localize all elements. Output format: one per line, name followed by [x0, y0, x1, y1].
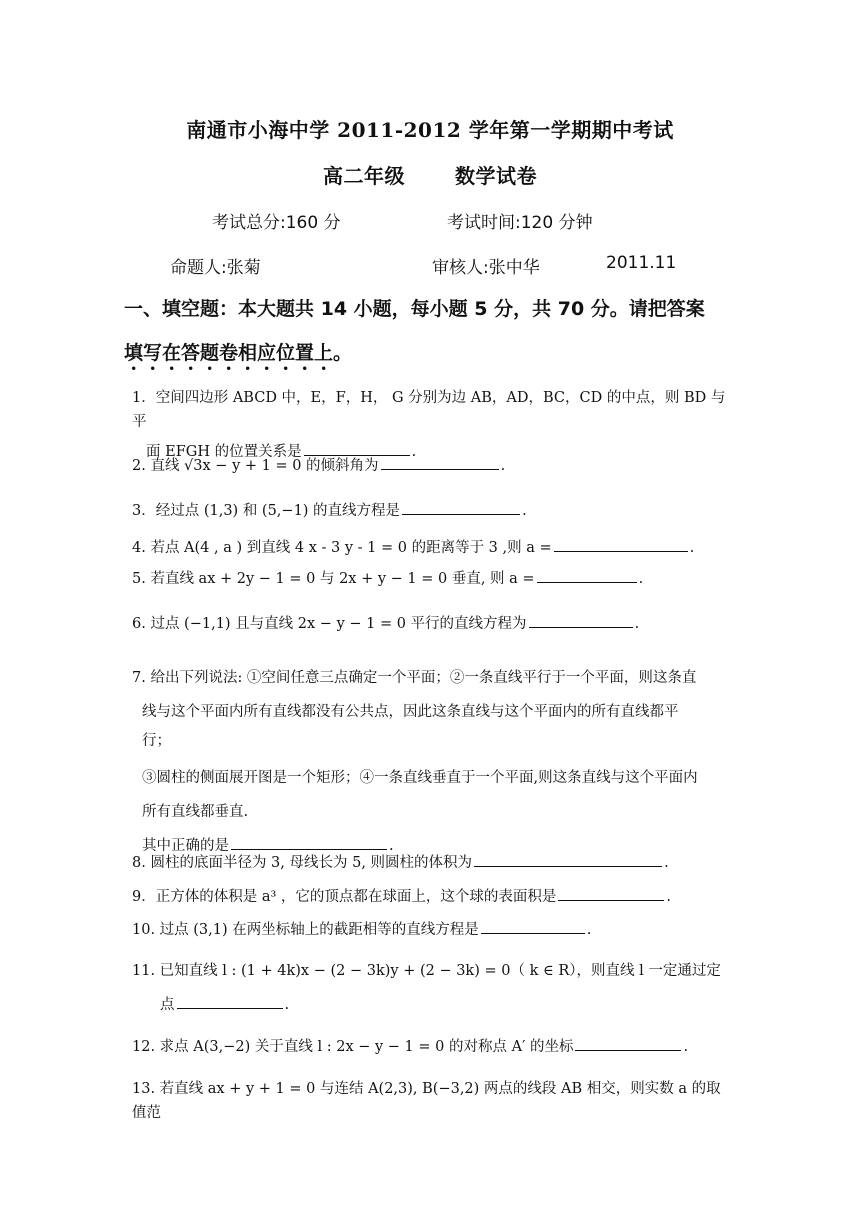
- exam-title: 南通市小海中学 2011-2012 学年第一学期期中考试: [186, 118, 674, 142]
- question-7-line6: 其中正确的是: [142, 838, 229, 854]
- question-9: 9．正方体的体积是 a³ ，它的顶点都在球面上，这个球的表面积是 .: [132, 885, 732, 909]
- question-1-line2: 面 EFGH 的位置关系是: [146, 444, 302, 460]
- answer-blank: [474, 852, 662, 867]
- question-12-text: 12. 求点 A(3,−2) 关于直线 l : 2x − y − 1 = 0 的对称点 A′ 的坐标: [132, 1039, 574, 1055]
- question-6: 6. 过点 (−1,1) 且与直线 2x − y − 1 = 0 平行的直线方程为 .: [132, 612, 732, 636]
- question-4: 4. 若点 A(4 , a ) 到直线 4 x - 3 y - 1 = 0 的距离等于 3 ,则 a = .: [132, 536, 732, 560]
- total-score: 考试总分:160 分: [212, 213, 341, 233]
- answer-blank: [381, 455, 499, 470]
- answer-blank: [558, 886, 664, 901]
- subject-label: 数学试卷: [455, 164, 537, 188]
- exam-date: 2011.11: [606, 253, 677, 273]
- question-7-line3: 行；: [142, 733, 171, 749]
- answer-blank: [481, 919, 585, 934]
- answer-blank: [575, 1036, 681, 1051]
- section-heading: [124, 287, 734, 375]
- question-13: [132, 1077, 732, 1125]
- answer-blank: [537, 568, 637, 583]
- grade-label: 高二年级: [323, 164, 405, 188]
- question-7-line4: ③圆柱的侧面展开图是一个矩形；④一条直线垂直于一个平面,则这条直线与这个平面内: [142, 770, 698, 786]
- answer-blank: [402, 500, 520, 515]
- exam-time: 考试时间:120 分钟: [447, 213, 593, 233]
- question-10-text: 10. 过点 (3,1) 在两坐标轴上的截距相等的直线方程是: [132, 922, 479, 938]
- question-7-line5: 所有直线都垂直.: [142, 804, 249, 820]
- question-9-text: 9．正方体的体积是 a³ ，它的顶点都在球面上，这个球的表面积是: [132, 889, 557, 905]
- question-13-text: 13. 若直线 ax + y + 1 = 0 与连结 A(2,3), B(−3,2) 两点的线段 AB 相交，则实数 a 的取值范: [132, 1081, 721, 1121]
- question-8: 8. 圆柱的底面半径为 3, 母线长为 5, 则圆柱的体积为 .: [132, 851, 732, 875]
- answer-blank: [231, 835, 387, 850]
- question-4-text: 4. 若点 A(4 , a ) 到直线 4 x - 3 y - 1 = 0 的距离等于 3 ,则 a =: [132, 540, 552, 556]
- exam-subtitle: [0, 160, 860, 189]
- question-6-text: 6. 过点 (−1,1) 且与直线 2x − y − 1 = 0 平行的直线方程为: [132, 616, 527, 632]
- question-7-line1: 7. 给出下列说法: ①空间任意三点确定一个平面；②一条直线平行于一个平面，则这条直: [132, 670, 697, 686]
- answer-blank: [554, 537, 688, 552]
- question-7: 7. 给出下列说法: ①空间任意三点确定一个平面；②一条直线平行于一个平面，则这条直 线与这个平面内所有直线都没有公共点，因此这条直线与这个平面内的所有直线都平 行； ③圆柱的侧面展开图是一个矩形；④一条直线垂直于一个平面,则这条直线与这个平面内 所有直线都垂直. 其中正确的是 .: [132, 661, 732, 863]
- answer-blank: [529, 613, 633, 628]
- question-1: 1．空间四边形 ABCD 中，E，F，H， G 分别为边 AB，AD，BC，CD 的中点，则 BD 与平 面 EFGH 的位置关系是 .: [132, 386, 732, 464]
- question-5: 5. 若直线 ax + 2y − 1 = 0 与 2x + y − 1 = 0 垂直, 则 a = .: [132, 567, 732, 591]
- question-12: 12. 求点 A(3,−2) 关于直线 l : 2x − y − 1 = 0 的对称点 A′ 的坐标 .: [132, 1035, 732, 1059]
- author: 命题人:张菊: [170, 258, 261, 278]
- section-heading-line2: 填写在答题卷相应位置上。: [124, 342, 353, 364]
- question-2-text: 2. 直线 √3x − y + 1 = 0 的倾斜角为: [132, 458, 379, 474]
- question-11-line2: 点: [160, 997, 175, 1013]
- question-1-line1: 1．空间四边形 ABCD 中，E，F，H， G 分别为边 AB，AD，BC，CD 的中点，则 BD 与平: [132, 390, 726, 430]
- reviewer: 审核人:张中华: [432, 258, 540, 278]
- question-3-text: 3．经过点 (1,3) 和 (5,−1) 的直线方程是: [132, 503, 401, 519]
- question-5-text: 5. 若直线 ax + 2y − 1 = 0 与 2x + y − 1 = 0 垂直, 则 a =: [132, 571, 535, 587]
- answer-blank: [177, 994, 283, 1009]
- question-7-line2: 线与这个平面内所有直线都没有公共点，因此这条直线与这个平面内的所有直线都平: [142, 704, 679, 720]
- question-2: 2. 直线 √3x − y + 1 = 0 的倾斜角为 .: [132, 454, 732, 478]
- question-8-text: 8. 圆柱的底面半径为 3, 母线长为 5, 则圆柱的体积为: [132, 855, 473, 871]
- question-11: 11. 已知直线 l : (1 + 4k)x − (2 − 3k)y + (2 − 3k) = 0（ k ∈ R），则直线 l 一定通过定 点 .: [132, 954, 732, 1022]
- question-3: 3．经过点 (1,3) 和 (5,−1) 的直线方程是 .: [132, 499, 732, 523]
- question-10: 10. 过点 (3,1) 在两坐标轴上的截距相等的直线方程是 .: [132, 918, 732, 942]
- section-heading-line1: 一、填空题：本大题共 14 小题，每小题 5 分，共 70 分。请把答案: [124, 298, 705, 320]
- question-11-line1: 11. 已知直线 l : (1 + 4k)x − (2 − 3k)y + (2 − 3k) = 0（ k ∈ R），则直线 l 一定通过定: [132, 963, 721, 979]
